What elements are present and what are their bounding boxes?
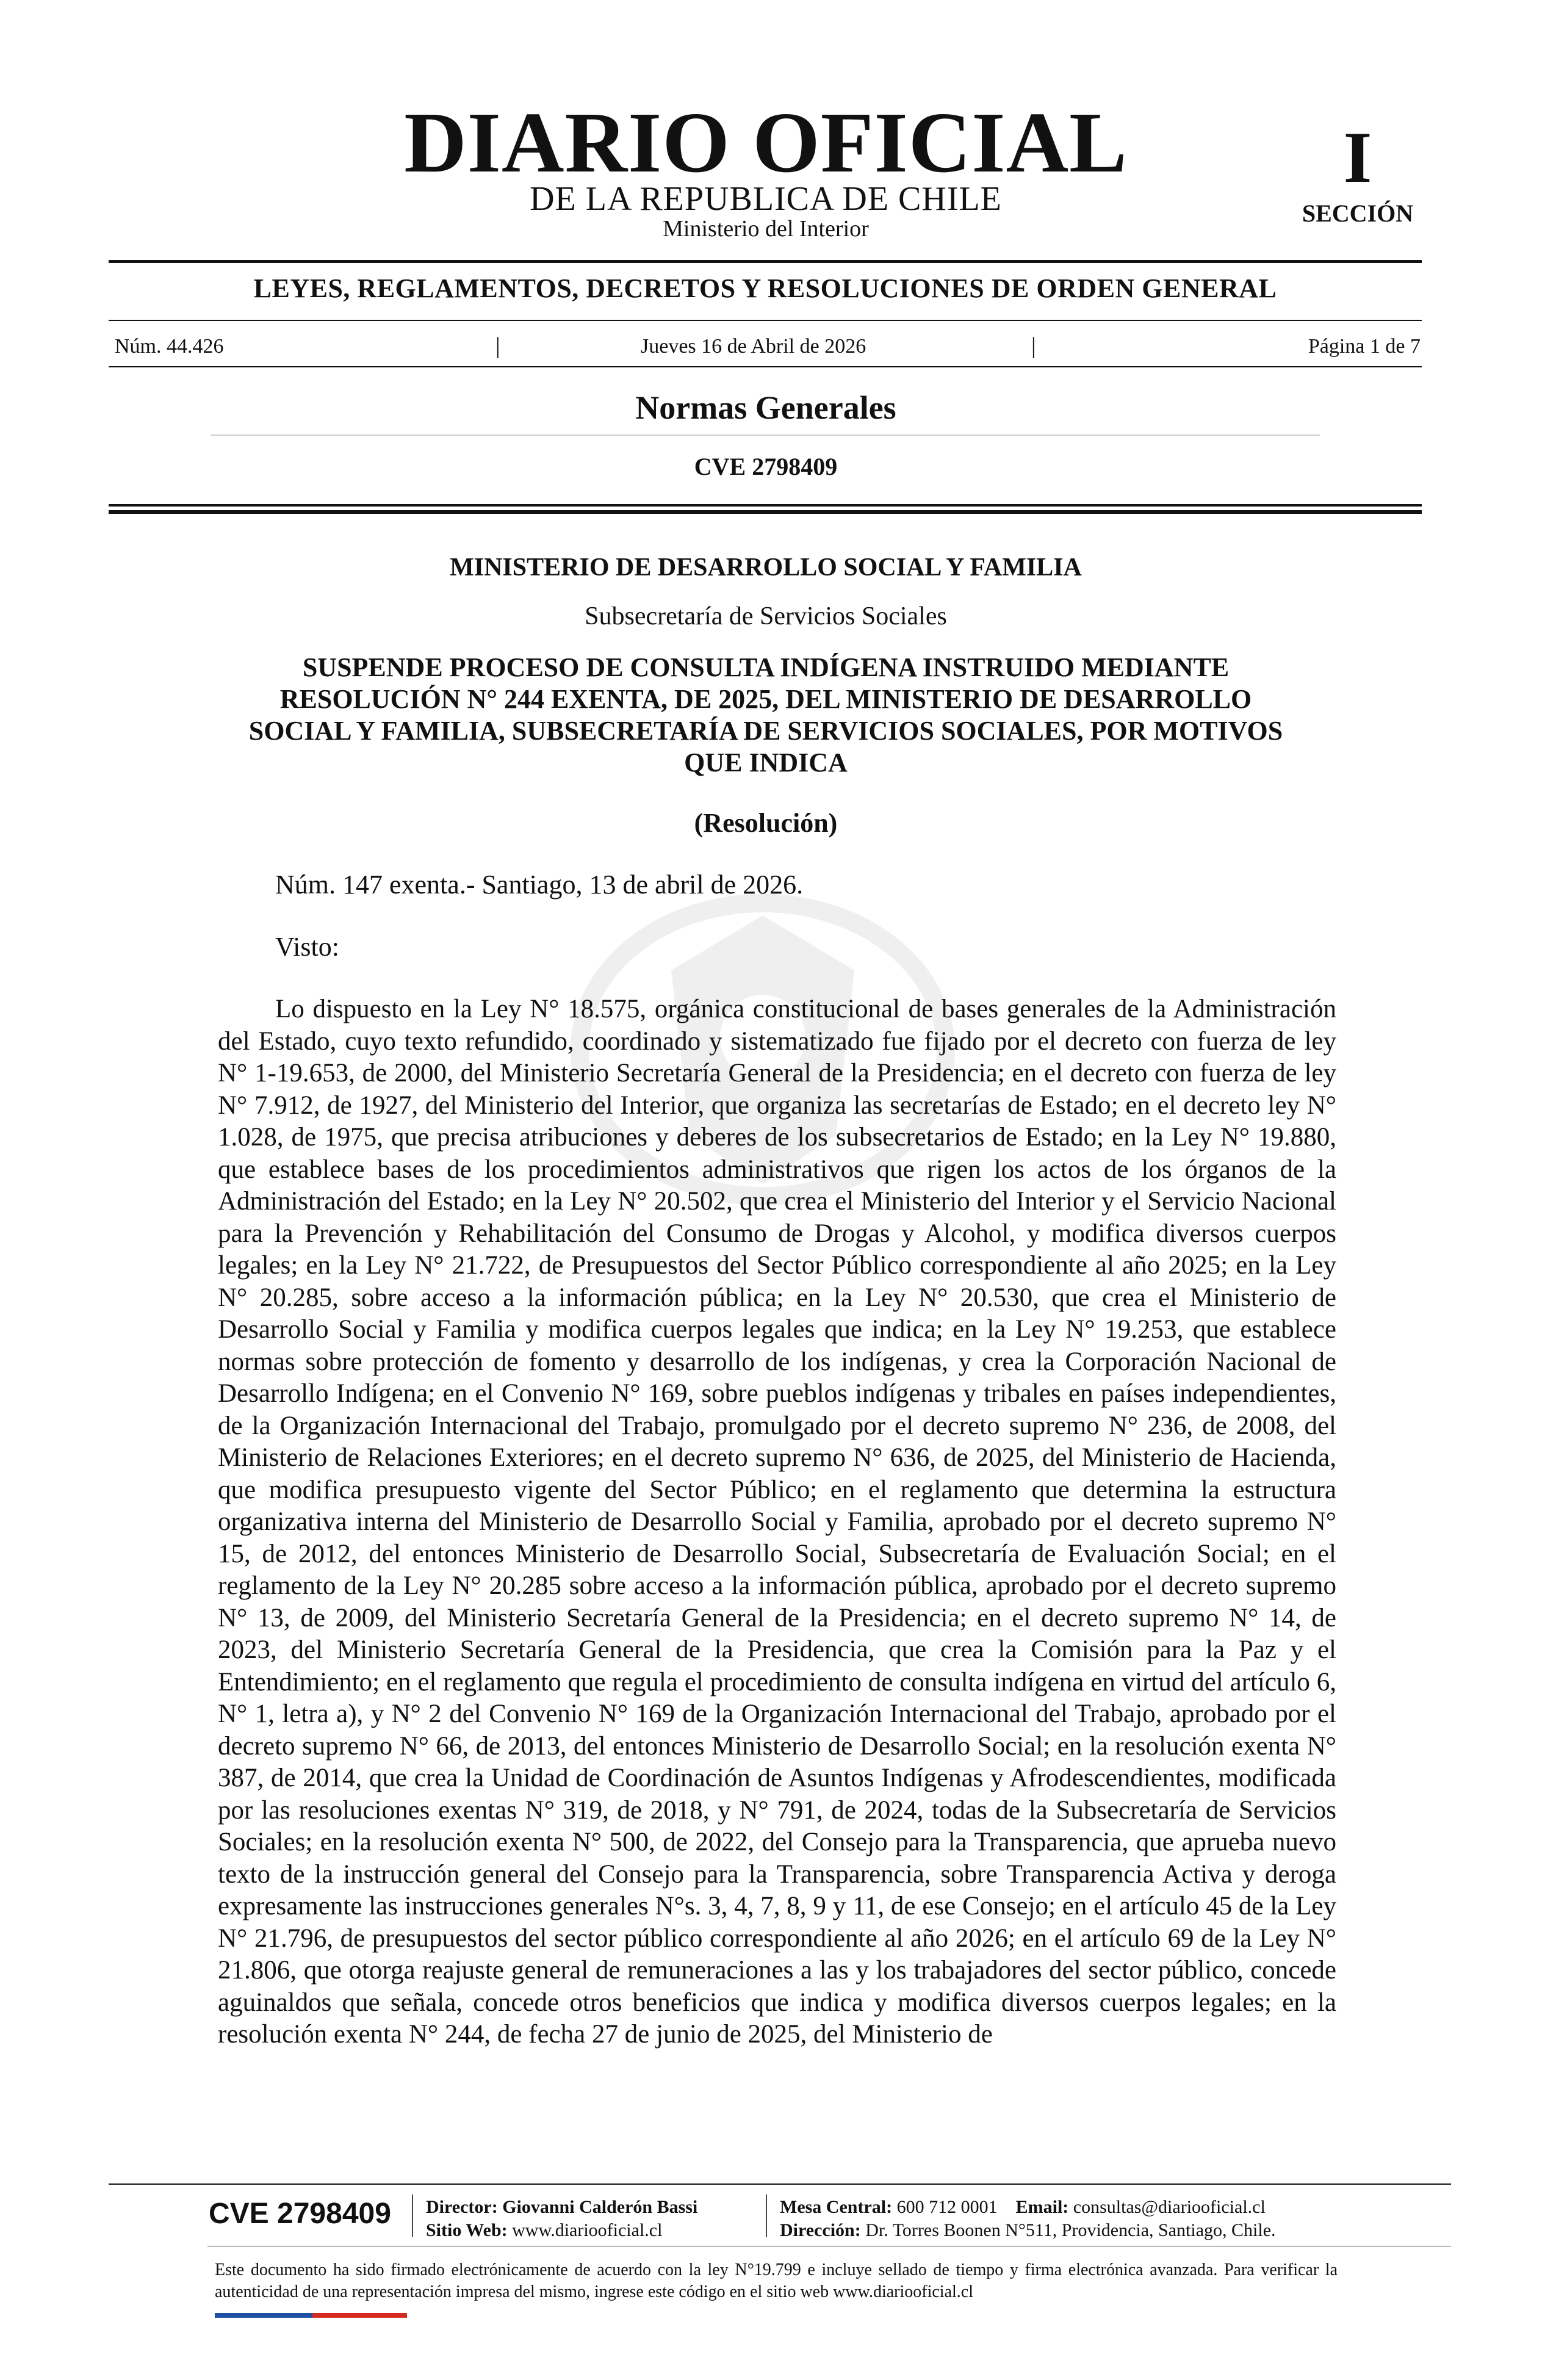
info-rule — [109, 366, 1422, 367]
info-separator: | — [1031, 333, 1036, 359]
resolution-number: Núm. 147 exenta.- Santiago, 13 de abril de 2026. — [275, 870, 804, 900]
visto-paragraph: Lo dispuesto en la Ley N° 18.575, orgánica constitucional de bases generales de la Administración del Estado, cuyo texto refundido, coordinado y sistematizado fue fijado por el decreto con fuerza de ley N° 1-19.653, de 2000, del Ministerio Secretaría General de la Presidencia; en el decreto con fuerza de ley N° 7.912, de 1927, del Ministerio del Interior, que organiza las secretarías de Estado; en el decreto ley N° 1.028, de 1975, que precisa atribuciones y deberes de los subsecretarios de Estado; en la Ley N° 19.880, que establece bases de los procedimientos administrativos que rigen los actos de los órganos de la Administración del Estado; en la Ley N° 20.502, que crea el Ministerio del Interior y el Servicio Nacional para la Prevención y Rehabilitación del Consumo de Drogas y Alcohol, y modifica diversos cuerpos legales; en la Ley N° 21.722, de Presupuestos del Sector Público correspondiente al año 2025; en la Ley N° 20.285, sobre acceso a la información pública; en la Ley N° 20.530, que crea el Ministerio de Desarrollo Social y Familia y modifica cuerpos legales que indica; en la Ley N° 19.253, que establece normas sobre protección de fomento y desarrollo de los indígenas, y crea la Corporación Nacional de Desarrollo Indígena; en el Convenio N° 169, sobre pueblos indígenas y tribales en países independientes, de la Organización Internacional del Trabajo, promulgado por el decreto supremo N° 236, de 2008, del Ministerio de Relaciones Exteriores; en el decreto supremo N° 636, de 2025, del Ministerio de Hacienda, que modifica presupuesto vigente del Sector Público; en el reglamento que determina la estructura organizativa interna del Ministerio de Desarrollo Social y Familia, aprobado por el decreto supremo N° 15, de 2012, del entonces Ministerio de Desarrollo Social, Subsecretaría de Evaluación Social; en el reglamento de la Ley N° 20.285 sobre acceso a la información pública, aprobado por el decreto supremo N° 13, de 2009, del Ministerio Secretaría General de la Presidencia; en el decreto supremo N° 14, de 2023, del Ministerio Secretaría General de la Presidencia, que crea la Comisión para la Paz y el Entendimiento; en el reglamento que regula el procedimiento de consulta indígena en virtud del artículo 6, N° 1, letra a), y N° 2 del Convenio N° 169 de la Organización Internacional del Trabajo, aprobado por el decreto supremo N° 66, de 2013, del entonces Ministerio de Desarrollo Social; en la resolución exenta N° 387, de 2014, que crea la Unidad de Coordinación de Asuntos Indígenas y Afrodescendientes, modificada por las resoluciones exentas N° 319, de 2018, y N° 791, de 2024, todas de la Subsecretaría de Servicios Sociales; en la resolución exenta N° 500, de 2022, del Consejo para la Transparencia, que aprueba nuevo texto de la instrucción general del Consejo para la Transparencia, sobre Transparencia Activa y deroga expresamente las instrucciones generales N°s. 3, 4, 7, 8, 9 y 11, de ese Consejo; en el artículo 45 de la Ley N° 21.796, de presupuestos del sector público correspondiente al año 2026; en el artículo 69 de la Ley N° 21.806, que otorga reajuste general de remuneraciones a las y los trabajadores del sector público, concede aguinaldos que señala, concede otros beneficios que indica y modifica diversos cuerpos legales; en la resolución exenta N° 244, de fecha 27 de junio de 2025, del Ministerio de — [218, 995, 1336, 2049]
masthead-subtitle: DE LA REPUBLICA DE CHILE — [530, 180, 1002, 218]
footer-divider — [766, 2194, 767, 2237]
mesa-phone: 600 712 0001 — [896, 2197, 998, 2217]
email-link[interactable]: consultas@diariooficial.cl — [1073, 2197, 1266, 2217]
section-title-rule — [211, 435, 1320, 436]
masthead-ministry: Ministerio del Interior — [663, 216, 869, 242]
address-value: Dr. Torres Boonen N°511, Providencia, Santiago, Chile. — [865, 2220, 1276, 2240]
ministry-name: MINISTERIO DE DESARROLLO SOCIAL Y FAMILIA — [450, 554, 1082, 582]
footer-note-rule — [207, 2246, 1451, 2247]
masthead-rule — [109, 260, 1422, 263]
category-rule — [109, 320, 1422, 321]
email-label: Email: — [1015, 2197, 1069, 2217]
page-indicator: Página 1 de 7 — [1308, 335, 1421, 358]
visto-heading: Visto: — [275, 932, 339, 962]
cve-code: CVE 2798409 — [694, 453, 838, 480]
director-label: Director: — [426, 2197, 498, 2217]
section-label: SECCIÓN — [1302, 200, 1414, 227]
mesa-label: Mesa Central: — [780, 2197, 893, 2217]
website-label: Sitio Web: — [426, 2220, 508, 2240]
footer-divider — [412, 2194, 413, 2237]
address-label: Dirección: — [780, 2220, 861, 2240]
issue-date: Jueves 16 de Abril de 2026 — [641, 335, 866, 358]
footer-contact-left — [426, 2196, 697, 2242]
document-type: (Resolución) — [694, 808, 838, 838]
resolution-title: SUSPENDE PROCESO DE CONSULTA INDÍGENA INSTRUIDO MEDIANTE RESOLUCIÓN N° 244 EXENTA, DE 2025, DEL MINISTERIO DE DESARROLLO SOCIAL Y FAMILIA, SUBSECRETARÍA DE SERVICIOS SOCIALES, POR MOTIVOS QUE INDICA — [248, 652, 1283, 777]
issue-number: Núm. 44.426 — [115, 335, 224, 358]
section-number: I — [1343, 117, 1372, 198]
category-line: LEYES, REGLAMENTOS, DECRETOS Y RESOLUCIONES DE ORDEN GENERAL — [253, 273, 1277, 303]
footer-cve: CVE 2798409 — [209, 2198, 391, 2230]
info-separator: | — [495, 333, 500, 359]
header-double-rule-bottom — [109, 510, 1422, 514]
masthead-title: DIARIO OFICIAL — [404, 94, 1128, 190]
footer-contact-right — [780, 2196, 1276, 2242]
director-name: Giovanni Calderón Bassi — [502, 2197, 698, 2217]
section-title: Normas Generales — [635, 389, 896, 426]
website-link[interactable]: www.diariooficial.cl — [512, 2220, 663, 2240]
flag-stripe-blue — [215, 2313, 312, 2318]
flag-stripe-red — [312, 2313, 407, 2318]
footer-legal-note: Este documento ha sido firmado electrónicamente de acuerdo con la ley N°19.799 e incluye sellado de tiempo y firma electrónica avanzada. Para verificar la autenticidad de una representación impresa del mismo, ingrese este código en el sitio web www.diariooficial.cl — [215, 2260, 1338, 2301]
subsecretaria-name: Subsecretaría de Servicios Sociales — [585, 602, 947, 630]
footer-rule — [109, 2183, 1451, 2185]
header-double-rule-top — [109, 504, 1422, 507]
